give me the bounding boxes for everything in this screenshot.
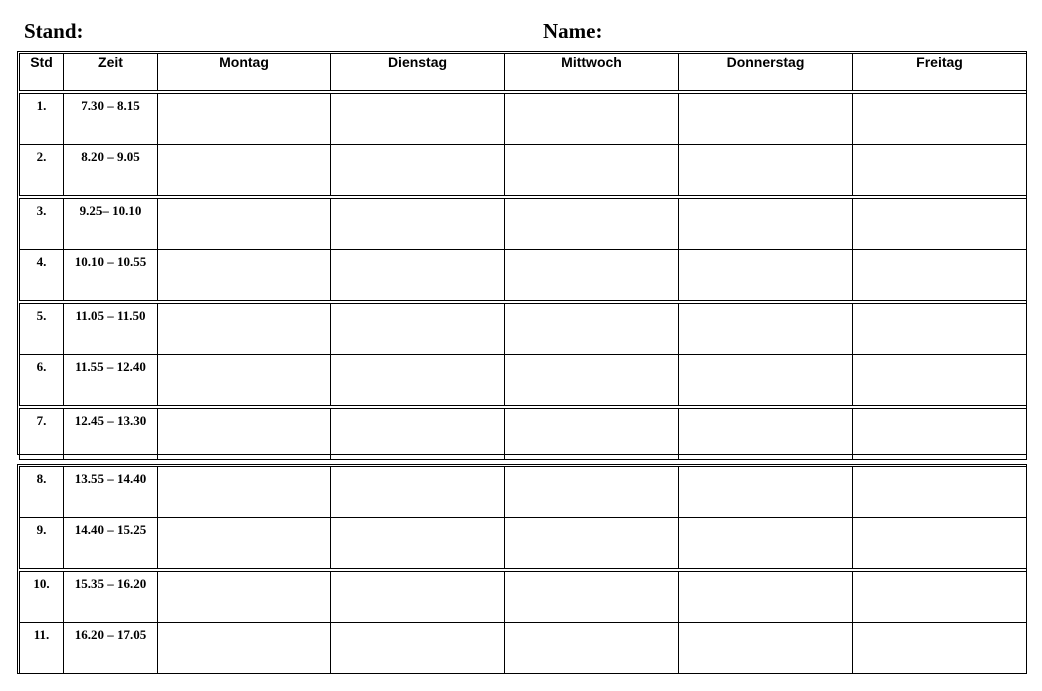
period-time: 15.35 – 16.20 [64,572,158,623]
cell-mittwoch[interactable] [505,304,679,355]
period-time: 7.30 – 8.15 [64,94,158,145]
period-time: 8.20 – 9.05 [64,145,158,196]
cell-freitag[interactable] [853,409,1027,460]
cell-donnerstag[interactable] [679,572,853,623]
cell-donnerstag[interactable] [679,199,853,250]
cell-dienstag[interactable] [331,518,505,569]
cell-montag[interactable] [158,94,331,145]
timetable-afternoon [17,464,1027,674]
timetable-morning [17,51,1027,455]
period-time: 10.10 – 10.55 [64,250,158,301]
period-time: 9.25– 10.10 [64,199,158,250]
cell-montag[interactable] [158,250,331,301]
cell-freitag[interactable] [853,518,1027,569]
col-header-dienstag: Dienstag [331,54,505,91]
cell-donnerstag[interactable] [679,304,853,355]
cell-mittwoch[interactable] [505,355,679,406]
cell-donnerstag[interactable] [679,145,853,196]
cell-mittwoch[interactable] [505,250,679,301]
cell-montag[interactable] [158,355,331,406]
cell-mittwoch[interactable] [505,145,679,196]
col-header-zeit: Zeit [64,54,158,91]
timetable-grid-morning [19,53,1027,460]
cell-mittwoch[interactable] [505,623,679,674]
cell-donnerstag[interactable] [679,623,853,674]
cell-freitag[interactable] [853,623,1027,674]
table-row [20,199,1027,250]
period-number: 6. [20,355,64,406]
cell-freitag[interactable] [853,250,1027,301]
cell-freitag[interactable] [853,355,1027,406]
cell-mittwoch[interactable] [505,518,679,569]
cell-dienstag[interactable] [331,94,505,145]
table-row [20,94,1027,145]
col-header-montag: Montag [158,54,331,91]
cell-dienstag[interactable] [331,572,505,623]
cell-montag[interactable] [158,409,331,460]
period-number: 7. [20,409,64,460]
cell-dienstag[interactable] [331,199,505,250]
cell-montag[interactable] [158,572,331,623]
period-time: 16.20 – 17.05 [64,623,158,674]
table-row [20,572,1027,623]
cell-montag[interactable] [158,623,331,674]
cell-freitag[interactable] [853,572,1027,623]
table-row [20,409,1027,460]
cell-mittwoch[interactable] [505,572,679,623]
table-row [20,518,1027,569]
table-row [20,304,1027,355]
cell-montag[interactable] [158,518,331,569]
name-label: Name: [543,19,603,43]
header-row [20,54,1027,91]
period-number: 8. [20,467,64,518]
period-number: 2. [20,145,64,196]
cell-dienstag[interactable] [331,304,505,355]
stand-label: Stand: [24,19,84,43]
timetable-body-morning [20,91,1027,460]
cell-dienstag[interactable] [331,250,505,301]
cell-mittwoch[interactable] [505,94,679,145]
period-number: 9. [20,518,64,569]
timetable-body-afternoon [20,467,1027,674]
col-header-mittwoch: Mittwoch [505,54,679,91]
period-number: 10. [20,572,64,623]
cell-donnerstag[interactable] [679,467,853,518]
cell-mittwoch[interactable] [505,199,679,250]
period-time: 11.55 – 12.40 [64,355,158,406]
cell-freitag[interactable] [853,467,1027,518]
cell-mittwoch[interactable] [505,409,679,460]
col-header-donnerstag: Donnerstag [679,54,853,91]
col-header-freitag: Freitag [853,54,1027,91]
col-header-std: Std [20,54,64,91]
cell-donnerstag[interactable] [679,518,853,569]
cell-dienstag[interactable] [331,623,505,674]
cell-donnerstag[interactable] [679,409,853,460]
period-number: 5. [20,304,64,355]
cell-montag[interactable] [158,304,331,355]
cell-donnerstag[interactable] [679,250,853,301]
cell-montag[interactable] [158,145,331,196]
cell-freitag[interactable] [853,304,1027,355]
cell-dienstag[interactable] [331,355,505,406]
cell-dienstag[interactable] [331,145,505,196]
table-row [20,355,1027,406]
period-number: 3. [20,199,64,250]
table-row [20,623,1027,674]
cell-freitag[interactable] [853,94,1027,145]
period-time: 13.55 – 14.40 [64,467,158,518]
period-number: 4. [20,250,64,301]
period-number: 1. [20,94,64,145]
cell-montag[interactable] [158,467,331,518]
period-time: 11.05 – 11.50 [64,304,158,355]
cell-dienstag[interactable] [331,409,505,460]
cell-donnerstag[interactable] [679,355,853,406]
cell-freitag[interactable] [853,145,1027,196]
cell-freitag[interactable] [853,199,1027,250]
period-time: 12.45 – 13.30 [64,409,158,460]
cell-dienstag[interactable] [331,467,505,518]
table-row [20,467,1027,518]
cell-montag[interactable] [158,199,331,250]
period-number: 11. [20,623,64,674]
table-row [20,250,1027,301]
table-row [20,145,1027,196]
period-time: 14.40 – 15.25 [64,518,158,569]
cell-mittwoch[interactable] [505,467,679,518]
cell-donnerstag[interactable] [679,94,853,145]
timetable-grid-afternoon [19,466,1027,674]
